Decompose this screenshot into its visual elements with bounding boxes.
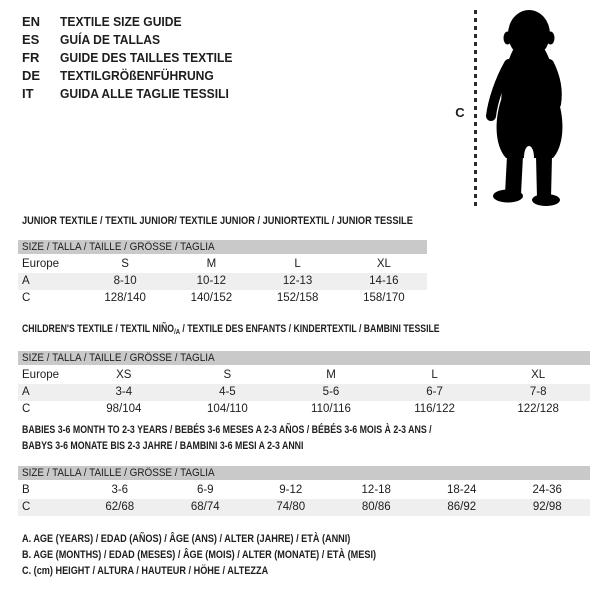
height-measure-label: C bbox=[455, 105, 465, 120]
size-value-cell: 24-36 bbox=[532, 484, 562, 496]
size-row-height bbox=[18, 499, 590, 516]
size-value-cell: M bbox=[326, 369, 336, 381]
size-value-cell: S bbox=[121, 258, 129, 270]
legend-notes bbox=[22, 531, 449, 579]
note-height: C. (cm) HEIGHT / ALTURA / HAUTEUR / HÖHE / ALTEZZA bbox=[22, 565, 269, 577]
baby-silhouette-icon bbox=[486, 8, 578, 208]
size-value-cell: 158/170 bbox=[363, 292, 405, 304]
size-value-cell: 3-6 bbox=[111, 484, 129, 496]
size-value-cell: 140/152 bbox=[190, 292, 233, 304]
size-value-cell: 6-7 bbox=[426, 386, 443, 398]
size-value-cell: 7-8 bbox=[529, 386, 547, 398]
size-header-bar bbox=[18, 351, 590, 365]
size-value-cell: S bbox=[223, 369, 232, 381]
language-code: IT bbox=[22, 86, 34, 101]
size-header-bar bbox=[18, 240, 427, 254]
language-row bbox=[22, 13, 245, 31]
size-header-label: SIZE / TALLA / TAILLE / GRÖSSE / TAGLIA bbox=[22, 241, 215, 253]
size-header-bar bbox=[18, 466, 590, 480]
size-value-cell: 12-18 bbox=[361, 484, 391, 496]
language-title: TEXTILGRÖßENFÜHRUNG bbox=[60, 68, 214, 83]
language-code: ES bbox=[22, 32, 40, 47]
size-value-cell: 152/158 bbox=[276, 292, 319, 304]
size-value-cell: 8-10 bbox=[113, 275, 137, 287]
babies-section-heading-line2: BABYS 3-6 MONATE BIS 2-3 JAHRE / BAMBINI 3-6 MESI A 2-3 ANNI bbox=[22, 440, 304, 452]
size-value-cell: 5-6 bbox=[322, 386, 340, 398]
size-row-age bbox=[18, 273, 427, 290]
children-heading-text: / TEXTILE DES ENFANTS / KINDERTEXTIL / BAMBINI TESSILE bbox=[179, 323, 440, 335]
language-row bbox=[22, 67, 245, 85]
size-value-cell: 9-12 bbox=[279, 484, 303, 496]
size-value-cell: 6-9 bbox=[196, 484, 214, 496]
size-row-height bbox=[18, 290, 427, 307]
size-value-cell: XS bbox=[116, 369, 132, 381]
junior-section-heading: JUNIOR TEXTILE / TEXTIL JUNIOR/ TEXTILE JUNIOR / JUNIORTEXTIL / JUNIOR TESSILE bbox=[22, 215, 413, 227]
size-value-cell: L bbox=[431, 369, 438, 381]
babies-section-heading-line1: BABIES 3-6 MONTH TO 2-3 YEARS / BEBÉS 3-6 MESES A 2-3 AÑOS / BÉBÉS 3-6 MOIS À 2-3 ANS / bbox=[22, 424, 432, 436]
size-value-cell: 80/86 bbox=[361, 501, 391, 513]
note-age-months: B. AGE (MONTHS) / EDAD (MESES) / ÂGE (MOIS) / ALTER (MONATE) / ETÀ (MESI) bbox=[22, 549, 377, 561]
size-row-height bbox=[18, 401, 590, 418]
row-label-cell: C bbox=[22, 403, 31, 415]
size-row-europe bbox=[18, 256, 427, 273]
note-age-years: A. AGE (YEARS) / EDAD (AÑOS) / ÂGE (ANS) / ALTER (JAHRE) / ETÀ (ANNI) bbox=[22, 533, 351, 545]
size-value-cell: 104/110 bbox=[207, 403, 248, 415]
size-value-cell: 10-12 bbox=[196, 275, 227, 287]
size-row-europe bbox=[18, 367, 590, 384]
row-label-cell: C bbox=[22, 292, 31, 304]
size-row-months bbox=[18, 482, 590, 499]
size-value-cell: 18-24 bbox=[447, 484, 477, 496]
size-header-label: SIZE / TALLA / TAILLE / GRÖSSE / TAGLIA bbox=[22, 467, 215, 479]
row-label-cell: B bbox=[22, 484, 30, 496]
size-value-cell: 12-13 bbox=[282, 275, 313, 287]
row-label-cell: A bbox=[22, 386, 30, 398]
size-header-label: SIZE / TALLA / TAILLE / GRÖSSE / TAGLIA bbox=[22, 352, 215, 364]
size-row-age bbox=[18, 384, 590, 401]
size-value-cell: 62/68 bbox=[105, 501, 135, 513]
size-value-cell: 122/128 bbox=[517, 403, 559, 415]
size-value-cell: 116/122 bbox=[414, 403, 455, 415]
size-value-cell: M bbox=[206, 258, 217, 270]
junior-size-table bbox=[18, 240, 427, 307]
size-value-cell: 128/140 bbox=[104, 292, 146, 304]
size-value-cell: 4-5 bbox=[219, 386, 236, 398]
height-dashed-line bbox=[474, 10, 477, 208]
language-title: GUIDE DES TAILLES TEXTILE bbox=[60, 50, 233, 65]
language-title: TEXTILE SIZE GUIDE bbox=[60, 14, 182, 29]
children-heading-text: CHILDREN'S TEXTILE / TEXTIL NIÑO bbox=[22, 323, 175, 335]
size-value-cell: XL bbox=[531, 369, 546, 381]
language-code: DE bbox=[22, 68, 41, 83]
language-row bbox=[22, 85, 245, 103]
children-heading-subscript: /A bbox=[174, 327, 180, 336]
language-code: EN bbox=[22, 14, 41, 29]
babies-size-table bbox=[18, 466, 590, 516]
size-value-cell: 110/116 bbox=[311, 403, 351, 415]
language-list bbox=[22, 13, 245, 103]
row-label-cell: A bbox=[22, 275, 30, 287]
row-label-cell: C bbox=[22, 501, 31, 513]
size-value-cell: 98/104 bbox=[106, 403, 142, 415]
language-code: FR bbox=[22, 50, 40, 65]
language-row bbox=[22, 31, 245, 49]
children-size-table bbox=[18, 351, 590, 418]
size-value-cell: 14-16 bbox=[369, 275, 399, 287]
row-label-cell: Europe bbox=[22, 258, 60, 270]
language-title: GUÍA DE TALLAS bbox=[60, 32, 161, 47]
language-row bbox=[22, 49, 245, 67]
size-value-cell: L bbox=[294, 258, 301, 270]
row-label-cell: Europe bbox=[22, 369, 60, 381]
size-value-cell: 68/74 bbox=[190, 501, 220, 513]
size-value-cell: 92/98 bbox=[532, 501, 562, 513]
size-value-cell: 3-4 bbox=[115, 386, 133, 398]
language-title: GUIDA ALLE TAGLIE TESSILI bbox=[60, 86, 229, 101]
size-value-cell: 86/92 bbox=[447, 501, 477, 513]
size-value-cell: XL bbox=[376, 258, 391, 270]
children-section-heading bbox=[22, 322, 440, 339]
size-value-cell: 74/80 bbox=[276, 501, 306, 513]
